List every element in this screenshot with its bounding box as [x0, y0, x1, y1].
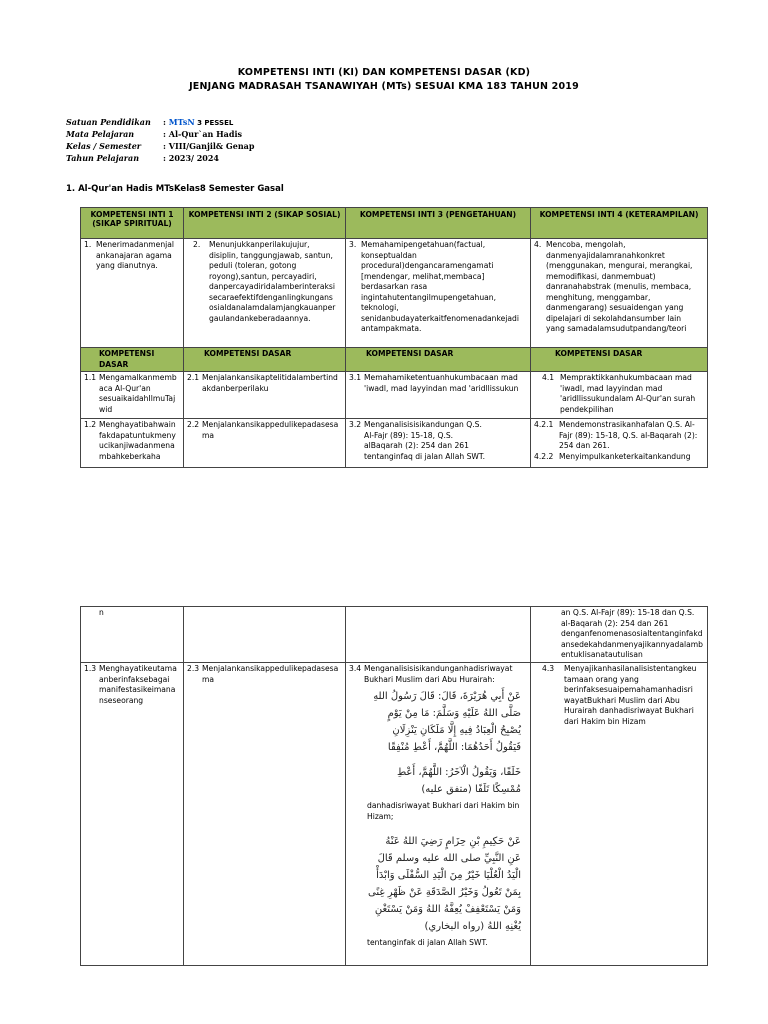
meta-label: Kelas / Semester — [66, 141, 142, 151]
hadith-hakim-intro: danhadisriwayat Bukhari dari Hakim bin Hizam; — [367, 801, 520, 821]
kd-cell — [184, 663, 346, 966]
meta-label: Mata Pelajaran — [66, 129, 135, 139]
item-number: 4.1 — [542, 373, 555, 382]
table-row — [81, 239, 708, 348]
item-text: Menganalisisisikandungan Q.S. Al-Fajr (89): 15-18, Q.S. alBaqarah (2): 254 dan 261 tentanginfaq di jalan Allah SWT. — [364, 420, 486, 461]
arabic-line: عَنْ أَبِي هُرَيْرَةَ، قَالَ: قَالَ رَسُولُ اللهِ — [373, 691, 521, 702]
item-number: 4.3 — [542, 664, 555, 673]
item-text: Menunjukkanperilakujujur, disiplin, tanggungjawab, santun, peduli (toleran, gotong royong),santun, percayadiri, danpercayadiridalamberinteraksisecaraefektifdenganlingkungansosialdanalamdalamjangkauanpergaulandankeberadaannya. — [209, 240, 336, 323]
meta-row-mapel — [66, 129, 242, 139]
header-ki1: KOMPETENSI INTI 1 (SIKAP SPIRITUAL) — [81, 208, 184, 239]
item-number: 3. — [349, 240, 357, 249]
item-number: 4.2.2 — [534, 451, 554, 461]
kd-cell — [346, 372, 531, 419]
item-number: 3.2 — [349, 420, 362, 429]
meta-sep: : — [163, 153, 169, 163]
item-text: Menganalisisisikandunganhadisriwayat Bukhari Muslim dari Abu Hurairah: — [364, 664, 513, 684]
kd-cell — [531, 419, 708, 468]
hadith-hakim-bin-hizam — [349, 830, 527, 938]
item-text: Menghayatikeutamaanberinfaksebagai manifestasikeimananseseorang — [99, 664, 177, 705]
kd-cell — [81, 663, 184, 966]
item-number: 3.1 — [349, 373, 362, 382]
table-row — [81, 372, 708, 419]
meta-sep: : — [163, 117, 169, 127]
item-number: 1.1 — [84, 373, 97, 382]
kd-cell — [81, 419, 184, 468]
kd-cell-empty — [346, 607, 531, 663]
arabic-line: يُغْنِهِ اللهُ (رواه البخاري) — [424, 921, 521, 932]
item-text: Mencoba, mengolah, danmenyajidalamranahkonkret (menggunakan, mengurai, merangkai, memodifikasi, danmembuat) danranahabstrak (menulis, membaca, menghitung, menggambar, danmengarang) sesuaidengan yang dipelajari di sekolahdansumber lain yang samadalamsudutpandang/teori — [546, 240, 693, 333]
item-number: 2. — [193, 240, 201, 249]
meta-value: Al-Qur`an Hadis — [168, 129, 242, 139]
item-text: Menerimadanmenjalankanajaran agama yang dianutnya. — [96, 240, 175, 270]
table-row — [81, 419, 708, 468]
kd-header-row — [81, 348, 708, 372]
kd-header-4: KOMPETENSI DASAR — [531, 348, 708, 372]
document-subtitle: JENJANG MADRASAH TSANAWIYAH (MTs) SESUAI KMA 183 TAHUN 2019 — [189, 81, 579, 92]
item-text: Memahamiketentuanhukumbacaan mad 'iwadl, mad layyindan mad 'aridllissukun — [364, 373, 519, 393]
item-text: Menjalankansikappedulikepadasesama — [202, 420, 339, 440]
item-number: 3.4 — [349, 664, 362, 673]
ki1-cell — [81, 239, 184, 348]
arabic-line: الْيَدُ الْعُلْيَا خَيْرٌ مِنَ الْيَدِ السُّفْلَى وَابْدَأْ — [376, 870, 521, 881]
arabic-line: فَيَقُولُ أَحَدُهُمَا: اللَّهُمَّ، أَعْطِ مُنْفِقًا — [387, 742, 521, 753]
kd-cell — [184, 419, 346, 468]
kd-cell — [81, 372, 184, 419]
meta-label: Satuan Pendidikan — [66, 117, 151, 127]
arabic-line: وَمَنْ يَسْتَعْفِفْ يُعِفَّهُ اللهُ وَمَنْ يَسْتَغْنِ — [374, 904, 521, 915]
item-number: 2.3 — [187, 664, 200, 673]
item-text: Menjalankansikappedulikepadasesama — [202, 664, 339, 684]
kd-cell-empty — [184, 607, 346, 663]
hadith-closing: tentanginfak di jalan Allah SWT. — [367, 938, 488, 947]
meta-row-satuan — [66, 117, 233, 127]
item-text: Menghayatibahwainfakdapatuntukmenyucikanjiwadanmenambahkeberkaha — [99, 420, 176, 461]
arabic-line: بِمَنْ تَعُولُ وَخَيْرُ الصَّدَقَةِ عَنْ ظَهْرِ غِنًى — [368, 887, 521, 898]
item-number: 1.2 — [84, 420, 97, 429]
arabic-line: خَلَفًا، وَيَقُولُ الْآخَرُ: اللَّهُمَّ، أَعْطِ — [396, 767, 521, 778]
meta-row-kelas — [66, 141, 254, 151]
arabic-line: عَنِ النَّبِيِّ صلى الله عليه وسلم قَالَ — [377, 853, 521, 864]
item-number: 1.3 — [84, 664, 97, 673]
header-ki4: KOMPETENSI INTI 4 (KETERAMPILAN) — [531, 208, 708, 239]
document-title: KOMPETENSI INTI (KI) DAN KOMPETENSI DASAR (KD) — [237, 67, 531, 78]
meta-sep: : — [163, 141, 169, 151]
meta-value: MTsN — [168, 117, 195, 127]
item-text: Mengamalkanmembaca Al-Qur'an sesuaikaidahIlmuTajwid — [99, 373, 177, 414]
meta-sep: : — [163, 129, 169, 139]
kd-cell — [531, 372, 708, 419]
meta-value-extra: 3 PESSEL — [194, 119, 234, 127]
item-text: Menyimpulkanketerkaitankandung — [559, 451, 691, 461]
kd-cell — [531, 663, 708, 966]
meta-row-tahun — [66, 153, 219, 163]
ki3-cell — [346, 239, 531, 348]
hadith-abu-hurairah — [349, 685, 527, 801]
table-row — [81, 607, 708, 663]
kd-header-1: KOMPETENSI DASAR — [81, 348, 184, 372]
ki-kd-table — [80, 207, 708, 468]
ki4-cell — [531, 239, 708, 348]
meta-value: 2023/ 2024 — [168, 153, 219, 163]
section-title: 1. Al-Qur'an Hadis MTsKelas8 Semester Gasal — [66, 184, 284, 194]
arabic-line: مُمْسِكًا تَلَفًا (متفق عليه) — [421, 784, 521, 795]
kd-header-3: KOMPETENSI DASAR — [346, 348, 531, 372]
kd-cell-cont: an Q.S. Al-Fajr (89): 15-18 dan Q.S. al-Baqarah (2): 254 dan 261 denganfenomenasosialtentanginfakdansedekahdanmenyajikannyadalambentuklisanatautulisan — [531, 607, 708, 663]
meta-label: Tahun Pelajaran — [66, 153, 140, 163]
item-number: 2.2 — [187, 420, 200, 429]
header-ki3: KOMPETENSI INTI 3 (PENGETAHUAN) — [346, 208, 531, 239]
item-text: Menjalankansikaptelitidalambertindakdanberperilaku — [202, 373, 338, 393]
arabic-line: عَنْ حَكِيمِ بْنِ حِزَامٍ رَضِيَ اللهُ عَنْهُ — [385, 836, 521, 847]
meta-value: VIII/Ganjil& Genap — [168, 141, 255, 151]
item-number: 2.1 — [187, 373, 200, 382]
item-number: 4.2.1 — [534, 420, 554, 429]
arabic-line: صَلَّى اللهُ عَلَيْهِ وَسَلَّمَ: مَا مِنْ يَوْمٍ — [387, 708, 521, 719]
table-header-row — [81, 208, 708, 239]
table-row — [81, 663, 708, 966]
arabic-line: يُصْبِحُ الْعِبَادُ فِيهِ إِلَّا مَلَكَانِ يَنْزِلَانِ — [392, 725, 521, 736]
kd-header-2: KOMPETENSI DASAR — [184, 348, 346, 372]
kd-cell — [346, 419, 531, 468]
item-text: Menyajikanhasilanalisistentangkeutamaan orang yang berinfaksesuaipemahamanhadisriwayatBukhari Muslim dari Abu Hurairah danhadisriwayat Bukhari dari Hakim bin Hizam — [564, 664, 697, 726]
item-text: Mempraktikkanhukumbacaan mad 'iwadl, mad layyindan mad 'aridllissukundalam Al-Qur'an surah pendekpilihan — [560, 373, 696, 414]
header-ki2: KOMPETENSI INTI 2 (SIKAP SOSIAL) — [184, 208, 346, 239]
ki2-cell — [184, 239, 346, 348]
item-number: 1. — [84, 240, 92, 249]
item-text: Mendemonstrasikanhafalan Q.S. Al- Fajr (89): 15-18, Q.S. al-Baqarah (2): 254 dan 261. — [559, 420, 698, 450]
kd-cell-cont: n — [81, 607, 184, 663]
kd-cell — [346, 663, 531, 966]
ki-kd-table-continued — [80, 606, 708, 966]
kd-cell — [184, 372, 346, 419]
item-number: 4. — [534, 240, 542, 249]
item-text: Memahamipengetahuan(factual, konseptualdan procedural)dengancaramengamati [mendengar, melihat,membaca] berdasarkan rasa ingintahutentangilmupengetahuan, teknologi, senidanbudayaterkaitfenomenadankejadiantampakmata. — [361, 240, 519, 333]
